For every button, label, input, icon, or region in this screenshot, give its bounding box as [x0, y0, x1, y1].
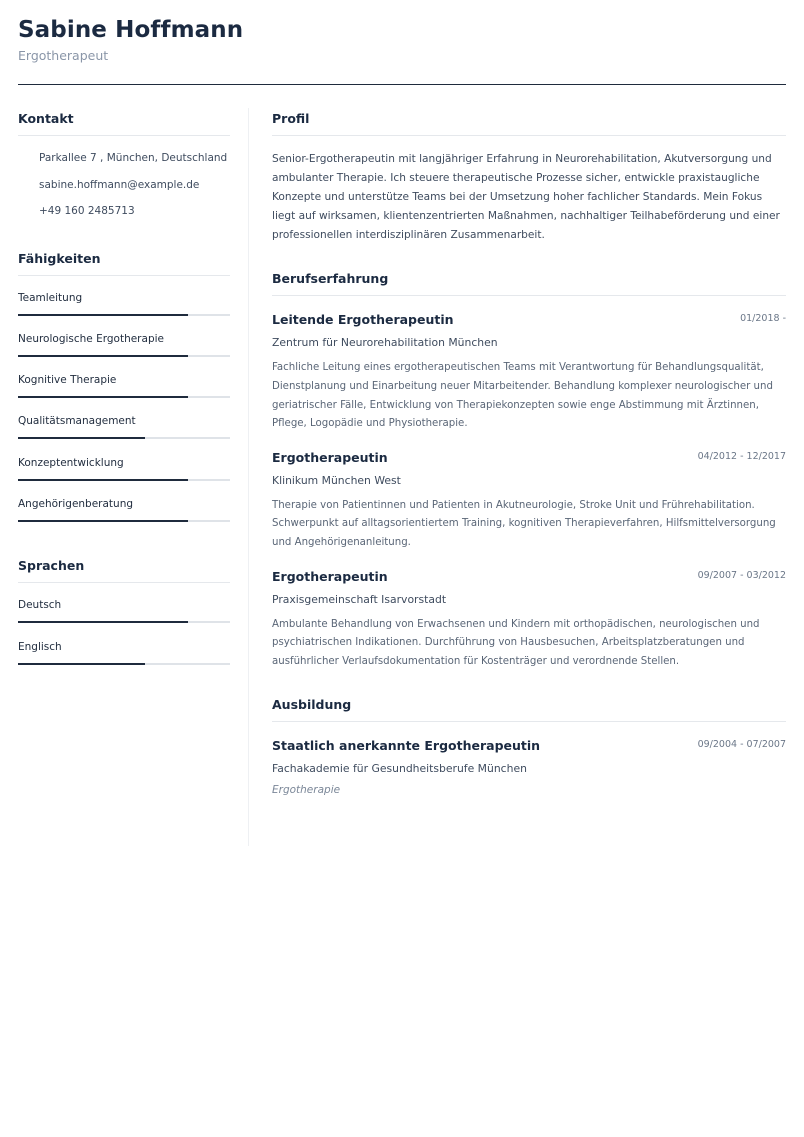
experience-entry — [272, 566, 786, 672]
skill-level-fill — [18, 479, 188, 481]
language-item — [18, 634, 230, 675]
skill-level-bar — [18, 437, 230, 439]
languages-list — [18, 592, 230, 675]
column-divider — [248, 108, 249, 846]
profile-text: Senior-Ergotherapeutin mit langjähriger Erfahrung in Neurorehabilitation, Akutversorgung und ambulanter Therapie. Ich steuere therapeutische Prozesse sicher, entwickle praxistaugliche Konzepte und unterstütze Teams bei der Umsetzung hoher fachlicher Standards. Mein Fokus liegt auf wirksamen, klientenzentrierten Maßnahmen, nachhaltiger Teilhabeförderung und einer professionellen interdisziplinären Zusammenarbeit. — [272, 153, 780, 242]
entry-organization: Praxisgemeinschaft Isarvorstadt — [272, 592, 447, 606]
contact-email[interactable]: sabine.hoffmann@example.de — [39, 178, 200, 191]
profile-section — [272, 104, 786, 245]
skill-level-bar — [18, 520, 230, 522]
entry-header — [272, 309, 786, 331]
skill-level-bar — [18, 479, 230, 481]
resume-header — [18, 14, 786, 65]
entry-date: 09/2007 - 03/2012 — [697, 569, 786, 581]
skill-item — [18, 408, 230, 449]
skill-label: Teamleitung — [18, 291, 83, 304]
entry-header — [272, 566, 786, 588]
contact-address: Parkallee 7 , München, Deutschland — [39, 152, 228, 164]
skills-section — [18, 244, 230, 533]
entry-title: Staatlich anerkannte Ergotherapeutin — [272, 738, 541, 754]
skill-item — [18, 367, 230, 408]
skill-label: Kognitive Therapie — [18, 374, 117, 387]
main-content — [272, 104, 786, 800]
contact-list — [18, 145, 230, 225]
education-section — [272, 690, 786, 800]
skill-level-bar — [18, 355, 230, 357]
education-heading: Ausbildung — [272, 690, 786, 722]
entry-date: 01/2018 - — [740, 313, 786, 325]
experience-entry — [272, 309, 786, 433]
language-item — [18, 592, 230, 633]
skill-level-bar — [18, 396, 230, 398]
profile-heading: Profil — [272, 104, 786, 136]
entry-organization: Zentrum für Neurorehabilitation München — [272, 336, 498, 350]
language-level-bar — [18, 621, 230, 623]
skill-label: Qualitätsmanagement — [18, 415, 136, 428]
skill-item — [18, 326, 230, 367]
entry-organization: Klinikum München West — [272, 473, 401, 487]
skill-item — [18, 285, 230, 326]
sidebar — [18, 104, 230, 675]
entry-title: Ergotherapeutin — [272, 568, 388, 584]
language-label: Deutsch — [18, 599, 62, 612]
contact-phone[interactable]: +49 160 2485713 — [39, 205, 135, 217]
skill-item — [18, 450, 230, 491]
contact-heading: Kontakt — [18, 104, 230, 136]
language-level-fill — [18, 621, 188, 623]
skills-heading: Fähigkeiten — [18, 244, 230, 276]
language-label: Englisch — [18, 640, 62, 653]
entry-header — [272, 447, 786, 469]
skill-label: Konzeptentwicklung — [18, 456, 124, 469]
skill-level-bar — [18, 314, 230, 316]
language-level-bar — [18, 663, 230, 665]
experience-section — [272, 264, 786, 671]
language-level-fill — [18, 663, 145, 665]
skill-level-fill — [18, 314, 188, 316]
contact-section — [18, 104, 230, 225]
skill-level-fill — [18, 355, 188, 357]
skill-level-fill — [18, 520, 188, 522]
entry-title: Ergotherapeutin — [272, 449, 388, 465]
job-title: Ergotherapeut — [18, 48, 109, 63]
education-entry — [272, 735, 786, 800]
entry-description: Therapie von Patientinnen und Patienten in Akutneurologie, Stroke Unit und Frührehabilitation. Schwerpunkt auf alltagsorientiertem Training, kognitiven Therapieverfahren, Hilfsmittelversorgung und Angehörigenanleitung. — [272, 499, 776, 549]
languages-heading: Sprachen — [18, 551, 230, 583]
experience-entry — [272, 447, 786, 553]
entry-date: 09/2004 - 07/2007 — [697, 739, 786, 751]
skill-level-fill — [18, 437, 145, 439]
languages-section — [18, 551, 230, 675]
experience-heading: Berufserfahrung — [272, 264, 786, 296]
entry-institution: Fachakademie für Gesundheitsberufe München — [272, 762, 527, 776]
entry-description: Fachliche Leitung eines ergotherapeutischen Teams mit Verantwortung für Behandlungsqualität, Dienstplanung und Einarbeitung neuer Mitarbeitender. Behandlung komplexer neurologischer und geriatrischer Fälle, Entwicklung von Therapiekonzepten sowie enge Abstimmung mit Ärztinnen, Pflege, Logopädie und Physiotherapie. — [272, 362, 773, 430]
entry-title: Leitende Ergotherapeutin — [272, 312, 454, 328]
skills-list — [18, 285, 230, 533]
person-name: Sabine Hoffmann — [18, 17, 244, 43]
skill-label: Neurologische Ergotherapie — [18, 332, 164, 345]
skill-item — [18, 491, 230, 532]
entry-header — [272, 735, 786, 757]
skill-level-fill — [18, 396, 188, 398]
entry-date: 04/2012 - 12/2017 — [697, 450, 786, 462]
entry-field-of-study: Ergotherapie — [272, 784, 341, 797]
entry-description: Ambulante Behandlung von Erwachsenen und Kindern mit orthopädischen, neurologischen und psychiatrischen Indikationen. Durchführung von Hausbesuchen, Arbeitsplatzberatungen und ausführlicher Verlaufsdokumentation für Kostenträger und verordnende Stellen. — [272, 618, 760, 667]
skill-label: Angehörigenberatung — [18, 497, 134, 510]
header-divider — [18, 84, 786, 85]
